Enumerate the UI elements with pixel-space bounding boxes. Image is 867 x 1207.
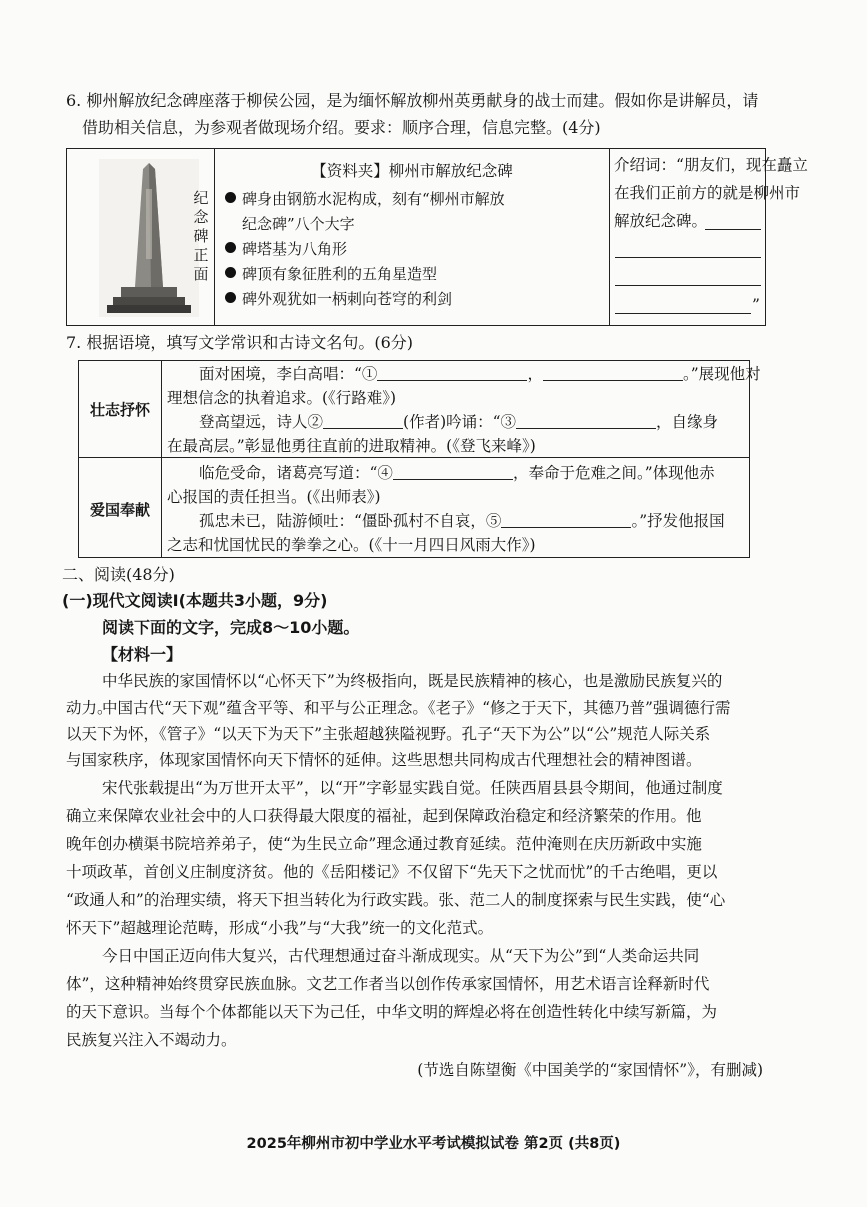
q6-table <box>66 148 808 326</box>
intro-answer-cell[interactable] <box>610 149 808 325</box>
blank-5[interactable] <box>501 512 631 528</box>
passage-line: 十项政革，首创义庄制度济贫。他的《岳阳楼记》不仅留下“先天下之忧而忧”的千古绝唱，更以 <box>66 863 718 881</box>
intro-line1: 介绍词：“朋友们，现在矗立 <box>614 156 808 174</box>
q7-table <box>78 360 761 558</box>
q6-prompt-line2: 借助相关信息，为参观者做现场介绍。要求：顺序合理，信息完整。(4分) <box>82 118 601 137</box>
blank-3[interactable] <box>516 413 656 429</box>
intro-line3: 解放纪念碑。 <box>614 212 708 230</box>
blank-1b[interactable] <box>543 365 683 381</box>
q7-row2-line3: 孤忠未已，陆游倾吐：“僵卧孤村不自哀，⑤ 。”抒发他报国 <box>199 512 725 530</box>
q7-row1-line1: 面对困境，李白高唱：“① ， 。”展现他对 <box>199 365 761 383</box>
bullet-icon <box>225 242 236 253</box>
bullet-item: 碑身由钢筋水泥构成，刻有“柳州市解放 <box>225 187 505 212</box>
passage-line: 以天下为怀，《管子》“以天下为天下”主张超越狭隘视野。孔子“天下为公”以“公”规范人际关系 <box>66 725 711 743</box>
passage-line: 晚年创办横渠书院培养弟子，使“为生民立命”理念通过教育延续。范仲淹则在庆历新政中实施 <box>66 835 702 853</box>
answer-line[interactable] <box>615 257 761 258</box>
passage-line: 动力。 <box>66 699 113 717</box>
blank-2[interactable] <box>323 413 403 429</box>
answer-line[interactable] <box>615 285 761 286</box>
closing-quote: ” <box>752 296 760 314</box>
subsection-heading: (一)现代文阅读Ⅰ(本题共3小题，9分) <box>62 591 328 610</box>
bullet-icon <box>225 267 236 278</box>
passage-line: 中国古代“天下观”蕴含平等、和平与公正理念。《老子》“修之于天下，其德乃普”强调德行需 <box>102 699 731 717</box>
q7-row1-line3: 登高望远，诗人② (作者)吟诵：“③ ，自缘身 <box>199 413 719 431</box>
passage-line: 确立来保障农业社会中的人口获得最大限度的福祉，起到保障政治稳定和经济繁荣的作用。他 <box>66 807 702 825</box>
material-label: 【材料一】 <box>102 645 183 664</box>
passage-line: 今日中国正迈向伟大复兴，古代理想通过奋斗渐成现实。从“天下为公”到“人类命运共同 <box>102 947 700 965</box>
passage-source: (节选自陈望衡《中国美学的“家国情怀”》，有删减) <box>417 1061 763 1079</box>
material-cell <box>215 149 610 325</box>
bullet-item-continued: 纪念碑”八个大字 <box>242 215 355 233</box>
q7-row2-line4: 之志和忧国忧民的拳拳之心。(《十一月四日风雨大作》) <box>167 536 536 554</box>
bullet-item: 碑顶有象征胜利的五角星造型 <box>225 262 437 287</box>
passage-line: 中华民族的家国情怀以“心怀天下”为终极指向，既是民族精神的核心，也是激励民族复兴的 <box>102 672 723 690</box>
passage-line: 怀天下”超越理论范畴，形成“小我”与“大我”统一的文化范式。 <box>66 919 494 937</box>
bullet-item: 碑塔基为八角形 <box>225 237 347 262</box>
bullet-icon <box>225 292 236 303</box>
q7-row1-line2: 理想信念的执着追求。(《行路难》) <box>167 389 397 407</box>
passage-line: 的天下意识。当每个个体都能以天下为己任，中华文明的辉煌必将在创造性转化中续写新篇，为 <box>66 1003 718 1021</box>
q7-row1-line4: 在最高层。”彰显他勇往直前的进取精神。(《登飞来峰》) <box>167 437 536 455</box>
intro-line2: 在我们正前方的就是柳州市 <box>614 184 801 202</box>
monument-image-cell <box>67 149 215 325</box>
reading-instruction: 阅读下面的文字，完成8～10小题。 <box>102 618 360 637</box>
passage-line: 民族复兴注入不竭动力。 <box>66 1031 237 1049</box>
bullet-item: 碑外观犹如一柄刺向苍穹的利剑 <box>225 287 452 312</box>
passage-line: 与国家秩序，体现家国情怀向天下情怀的延伸。这些思想共同构成古代理想社会的精神图谱。 <box>66 751 702 769</box>
category-label-patriotism: 爱国奉献 <box>89 501 150 519</box>
passage-line: 体”，这种精神始终贯穿民族血脉。文艺工作者当以创作传承家国情怀，用艺术语言诠释新时代 <box>66 975 710 993</box>
monument-photo <box>99 159 199 317</box>
answer-line[interactable] <box>705 229 761 230</box>
q6-prompt-line1: 6. 柳州解放纪念碑座落于柳侯公园，是为缅怀解放柳州英勇献身的战士而建。假如你是讲解员，请 <box>66 91 759 110</box>
passage-line: 宋代张载提出“为万世开太平”，以“开”字彰显实践自觉。任陕西眉县县令期间，他通过制度 <box>102 779 723 797</box>
passage-line: “政通人和”的治理实绩，将天下担当转化为行政实践。张、范二人的制度探索与民生实践，使“心 <box>66 891 726 909</box>
section-heading: 二、阅读(48分) <box>62 565 175 584</box>
material-title: 【资料夹】柳州市解放纪念碑 <box>311 162 513 180</box>
page-footer: 2025年柳州市初中学业水平考试模拟试卷 第2页 (共8页) <box>246 1136 621 1152</box>
blank-1a[interactable] <box>377 365 527 381</box>
bullet-icon <box>225 192 236 203</box>
image-caption: 纪念碑正面 <box>193 189 209 283</box>
q7-prompt: 7. 根据语境，填写文学常识和古诗文名句。(6分) <box>66 333 414 352</box>
category-label-ambition: 壮志抒怀 <box>89 401 150 419</box>
blank-4[interactable] <box>393 464 513 480</box>
q7-row2-line1: 临危受命，诸葛亮写道：“④ ，奉命于危难之间。”体现他赤 <box>199 464 715 482</box>
answer-line[interactable] <box>615 313 751 314</box>
q7-row2-line2: 心报国的责任担当。(《出师表》) <box>167 488 381 506</box>
